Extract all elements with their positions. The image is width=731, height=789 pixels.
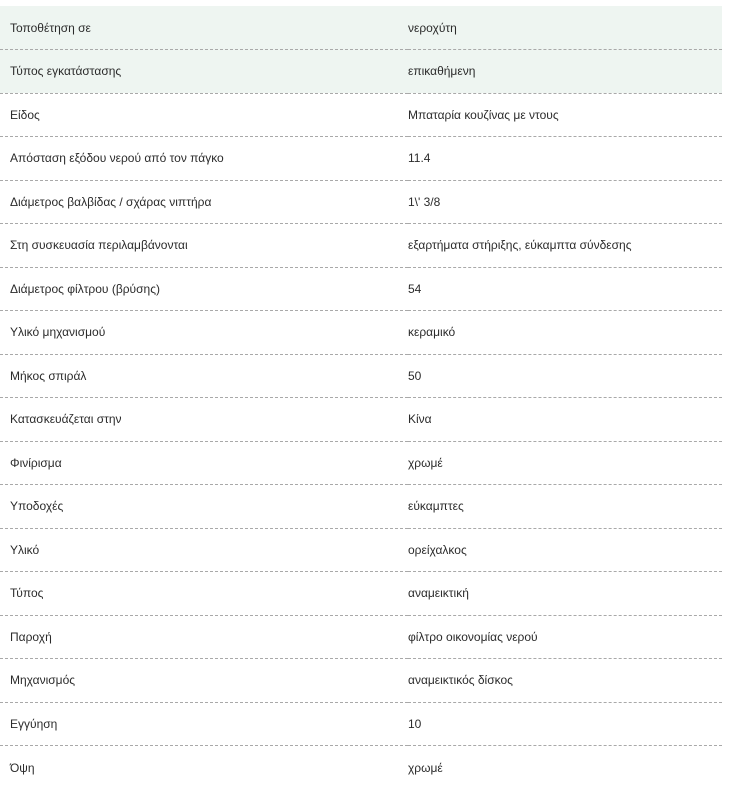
- spec-value: 50: [408, 354, 722, 398]
- spec-label: Παροχή: [0, 615, 408, 659]
- spec-value: χρωμέ: [408, 441, 722, 485]
- spec-value: ορείχαλκος: [408, 528, 722, 572]
- spec-label: Μήκος σπιράλ: [0, 354, 408, 398]
- spec-label: Φινίρισμα: [0, 441, 408, 485]
- table-row: [0, 746, 722, 789]
- spec-label: Απόσταση εξόδου νερού από τον πάγκο: [0, 137, 408, 181]
- table-row: [0, 485, 722, 529]
- table-row: [0, 659, 722, 703]
- spec-label: Είδος: [0, 93, 408, 137]
- spec-label: Υποδοχές: [0, 485, 408, 529]
- spec-value: 1\' 3/8: [408, 180, 722, 224]
- spec-value: χρωμέ: [408, 746, 722, 789]
- spec-value: Μπαταρία κουζίνας με ντους: [408, 93, 722, 137]
- table-row: [0, 398, 722, 442]
- spec-value: νεροχύτη: [408, 6, 722, 50]
- spec-value: 11.4: [408, 137, 722, 181]
- table-row: [0, 93, 722, 137]
- spec-label: Υλικό: [0, 528, 408, 572]
- specifications-body: [0, 6, 722, 789]
- spec-label: Στη συσκευασία περιλαμβάνονται: [0, 224, 408, 268]
- spec-value: αναμεικτική: [408, 572, 722, 616]
- table-row: [0, 180, 722, 224]
- table-row: [0, 50, 722, 94]
- table-row: [0, 311, 722, 355]
- spec-value: κεραμικό: [408, 311, 722, 355]
- spec-value: εύκαμπτες: [408, 485, 722, 529]
- table-row: [0, 702, 722, 746]
- spec-value: Κίνα: [408, 398, 722, 442]
- spec-value: 54: [408, 267, 722, 311]
- spec-label: Τύπος: [0, 572, 408, 616]
- table-row: [0, 354, 722, 398]
- table-row: [0, 137, 722, 181]
- spec-value: επικαθήμενη: [408, 50, 722, 94]
- spec-value: αναμεικτικός δίσκος: [408, 659, 722, 703]
- spec-label: Όψη: [0, 746, 408, 789]
- spec-label: Κατασκευάζεται στην: [0, 398, 408, 442]
- spec-value: εξαρτήματα στήριξης, εύκαμπτα σύνδεσης: [408, 224, 722, 268]
- table-row: [0, 267, 722, 311]
- spec-label: Διάμετρος φίλτρου (βρύσης): [0, 267, 408, 311]
- spec-label: Τύπος εγκατάστασης: [0, 50, 408, 94]
- spec-label: Τοποθέτηση σε: [0, 6, 408, 50]
- spec-label: Υλικό μηχανισμού: [0, 311, 408, 355]
- table-row: [0, 615, 722, 659]
- spec-value: 10: [408, 702, 722, 746]
- table-row: [0, 6, 722, 50]
- table-row: [0, 224, 722, 268]
- specifications-table: [0, 6, 722, 789]
- spec-label: Διάμετρος βαλβίδας / σχάρας νιπτήρα: [0, 180, 408, 224]
- spec-value: φίλτρο οικονομίας νερού: [408, 615, 722, 659]
- spec-label: Μηχανισμός: [0, 659, 408, 703]
- table-row: [0, 528, 722, 572]
- table-row: [0, 441, 722, 485]
- table-row: [0, 572, 722, 616]
- spec-label: Εγγύηση: [0, 702, 408, 746]
